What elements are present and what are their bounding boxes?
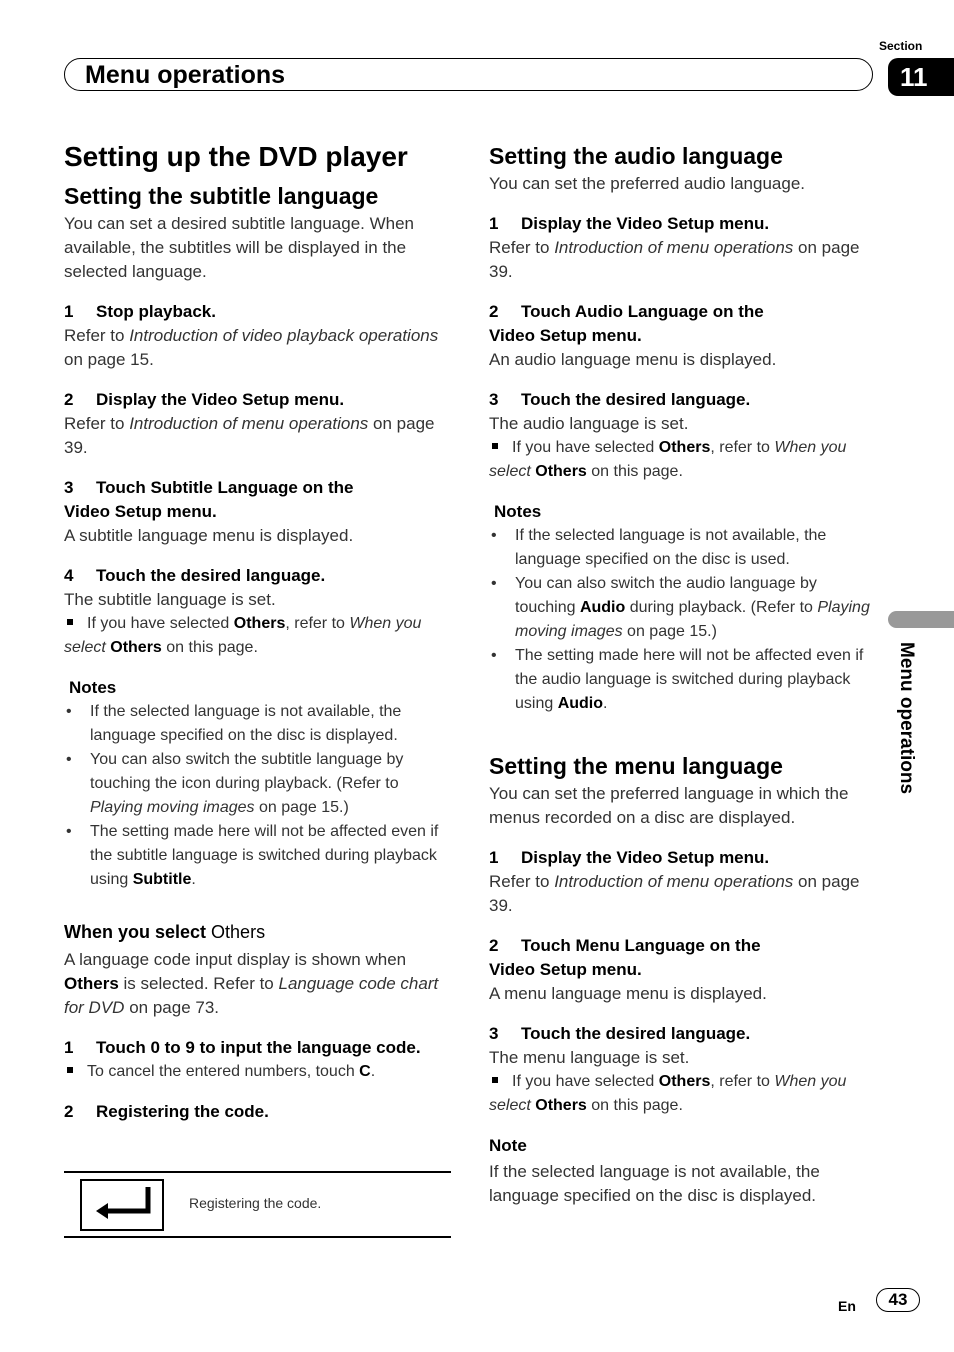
side-tab-marker: [888, 611, 954, 628]
audio-note-item: • The setting made here will not be affected even if the audio language is switched during playback using Audio.: [489, 644, 879, 716]
audio-note-item: • If the selected language is not available, the language specified on the disc is used.: [489, 524, 879, 572]
step-2-title: 2 Display the Video Setup menu.: [64, 390, 345, 409]
audio-step-3-title: 3 Touch the desired language.: [489, 390, 751, 409]
others-step-1-square-note: To cancel the entered numbers, touch C.: [64, 1060, 452, 1084]
right-column: [489, 142, 879, 1208]
audio-intro: You can set the preferred audio language.: [489, 174, 806, 193]
menu-step-1-title: 1 Display the Video Setup menu.: [489, 848, 770, 867]
menu-intro: You can set the preferred language in which the menus recorded on a disc are displayed.: [489, 784, 849, 827]
page-number: 43: [876, 1288, 920, 1312]
left-column: [64, 140, 452, 1124]
menu-step-2-title: 2 Touch Menu Language on the Video Setup menu.: [489, 936, 761, 979]
menu-note-heading: Note: [489, 1136, 527, 1155]
menu-step-3-title: 3 Touch the desired language.: [489, 1024, 751, 1043]
menu-step-2-text: A menu language menu is displayed.: [489, 984, 767, 1003]
header-title: Menu operations: [85, 61, 286, 89]
menu-step-1-text: Refer to Introduction of menu operations on page 39.: [489, 872, 860, 915]
square-bullet-icon: [492, 443, 498, 449]
step-3-text: A subtitle language menu is displayed.: [64, 526, 354, 545]
table-description: Registering the code.: [189, 1195, 322, 1211]
menu-heading: Setting the menu language: [489, 753, 783, 779]
step-4-square-note: If you have selected Others, refer to When you select Others on this page.: [64, 615, 422, 656]
section-label: Section: [879, 39, 923, 53]
notes-heading: Notes: [69, 678, 117, 697]
subtitle-heading: Setting the subtitle language: [64, 183, 379, 209]
audio-notes-heading: Notes: [494, 502, 542, 521]
audio-step-2-text: An audio language menu is displayed.: [489, 350, 777, 369]
others-step-2-title: 2 Registering the code.: [64, 1102, 269, 1121]
step-1-text: Refer to Introduction of video playback operations on page 15.: [64, 326, 439, 369]
note-item: • If the selected language is not available, the language specified on the disc is displayed.: [64, 700, 452, 748]
page-title: Setting up the DVD player: [64, 141, 408, 172]
step-3-title: 3 Touch Subtitle Language on the Video Setup menu.: [64, 478, 354, 521]
audio-note-item: • You can also switch the audio language by touching Audio during playback. (Refer to Playing moving images on page 15.): [489, 572, 879, 644]
others-intro: A language code input display is shown when Others is selected. Refer to Language code chart for DVD on page 73.: [64, 950, 439, 1017]
audio-step-3-text: The audio language is set.: [489, 414, 689, 433]
others-step-1-title: 1 Touch 0 to 9 to input the language code.: [64, 1038, 421, 1057]
register-code-table: [64, 1171, 451, 1238]
audio-step-1-title: 1 Display the Video Setup menu.: [489, 214, 770, 233]
audio-step-1-text: Refer to Introduction of menu operations on page 39.: [489, 238, 860, 281]
step-1-title: 1 Stop playback.: [64, 302, 216, 321]
step-4-title: 4 Touch the desired language.: [64, 566, 326, 585]
audio-step-2-title: 2 Touch Audio Language on the Video Setup menu.: [489, 302, 764, 345]
square-bullet-icon: [67, 619, 73, 625]
square-bullet-icon: [492, 1077, 498, 1083]
side-tab-label: Menu operations: [896, 642, 917, 795]
language-code: En: [838, 1298, 856, 1314]
step-2-text: Refer to Introduction of menu operations on page 39.: [64, 414, 435, 457]
header-bar: [64, 58, 873, 91]
others-heading: When you select Others: [64, 922, 266, 942]
audio-step-3-square-note: If you have selected Others, refer to When you select Others on this page.: [489, 439, 847, 480]
note-item: • You can also switch the subtitle language by touching the icon during playback. (Refer to Playing moving images on page 15.): [64, 748, 452, 820]
menu-step-3-square-note: If you have selected Others, refer to When you select Others on this page.: [489, 1073, 847, 1114]
square-bullet-icon: [67, 1067, 73, 1073]
note-item: • The setting made here will not be affected even if the subtitle language is switched during playback using Subtitle.: [64, 820, 452, 892]
enter-key-button[interactable]: [80, 1179, 164, 1231]
menu-note-text: If the selected language is not available, the language specified on the disc is displayed.: [489, 1162, 820, 1205]
step-4-text: The subtitle language is set.: [64, 590, 276, 609]
subtitle-intro: You can set a desired subtitle language. When available, the subtitles will be displayed in the selected language.: [64, 214, 415, 281]
menu-step-3-text: The menu language is set.: [489, 1048, 690, 1067]
enter-icon: [82, 1181, 162, 1229]
audio-heading: Setting the audio language: [489, 143, 783, 169]
section-number: 11: [888, 58, 954, 96]
